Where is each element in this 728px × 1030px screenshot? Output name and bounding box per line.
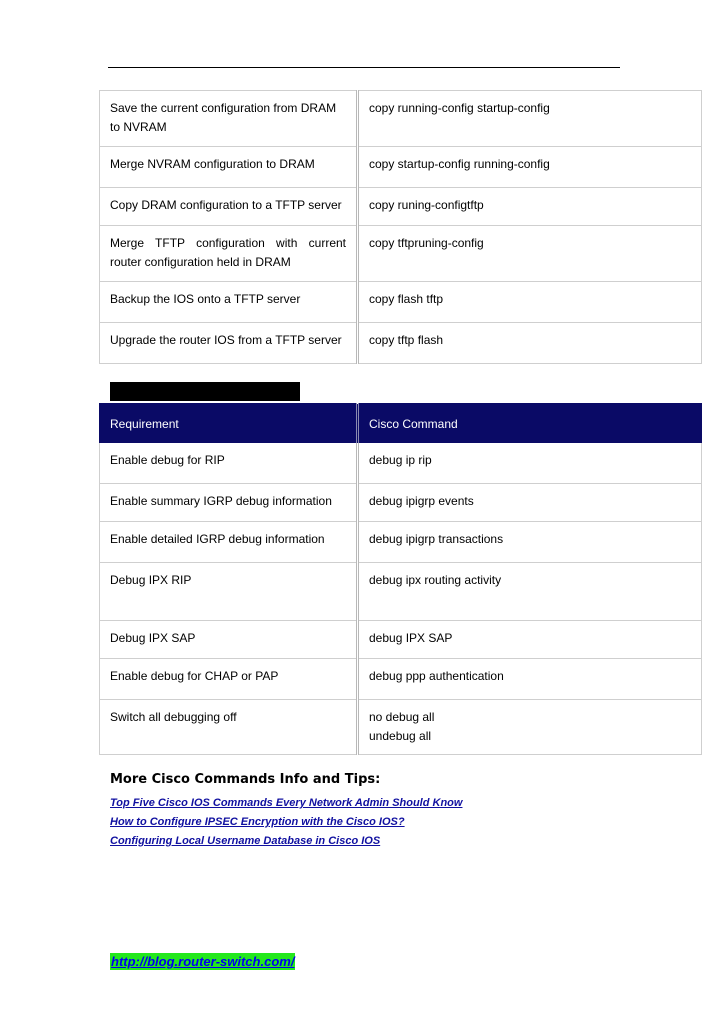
link-configure-ipsec[interactable]: How to Configure IPSEC Encryption with the Cisco IOS? [110,816,405,828]
more-commands-heading: More Cisco Commands Info and Tips: [110,772,381,787]
command-cell: copy tftp flash [358,323,702,364]
copy-commands-table [99,90,702,364]
table-row [100,226,702,282]
table-row [100,147,702,188]
requirement-cell: Enable debug for RIP [100,443,358,484]
table-row [100,323,702,364]
command-cell: debug IPX SAP [358,621,702,659]
requirement-cell: Enable debug for CHAP or PAP [100,659,358,700]
requirement-cell: Debug IPX SAP [100,621,358,659]
requirement-cell: Backup the IOS onto a TFTP server [100,282,358,323]
command-cell: copy tftpruning-config [358,226,702,282]
requirement-cell: Merge TFTP configuration with current router configuration held in DRAM [100,226,358,282]
blog-url-link[interactable]: http://blog.router-switch.com/ [111,954,295,969]
table-row [100,700,702,755]
table-row [100,659,702,700]
link-top-five-ios-commands[interactable]: Top Five Cisco IOS Commands Every Network Admin Should Know [110,797,463,809]
command-line: no debug all [369,710,435,724]
requirement-cell: Enable summary IGRP debug information [100,484,358,522]
command-cell: copy flash tftp [358,282,702,323]
table-row [100,91,702,147]
requirement-cell: Enable detailed IGRP debug information [100,522,358,563]
command-cell: debug ppp authentication [358,659,702,700]
table-row [100,282,702,323]
requirement-cell: Merge NVRAM configuration to DRAM [100,147,358,188]
requirement-cell: Upgrade the router IOS from a TFTP server [100,323,358,364]
table-row [100,443,702,484]
requirement-cell: Save the current configuration from DRAM to NVRAM [100,91,358,147]
link-local-username-database[interactable]: Configuring Local Username Database in Cisco IOS [110,835,381,847]
command-cell: copy running-config startup-config [358,91,702,147]
requirement-cell: Copy DRAM configuration to a TFTP server [100,188,358,226]
command-cell: debug ipigrp transactions [358,522,702,563]
table-row [100,484,702,522]
command-cell: debug ip rip [358,443,702,484]
table-row [100,563,702,621]
table-row [100,188,702,226]
command-column-header: Cisco Command [358,404,702,443]
related-links [110,794,462,851]
requirement-column-header: Requirement [100,404,358,443]
command-cell: copy startup-config running-config [358,147,702,188]
redacted-heading-bar [110,382,300,401]
debug-commands-table [99,403,702,755]
requirement-cell: Debug IPX RIP [100,563,358,621]
requirement-cell: Switch all debugging off [100,700,358,755]
table-row [100,522,702,563]
command-cell: debug ipx routing activity [358,563,702,621]
command-cell: copy runing-configtftp [358,188,702,226]
table-row [100,621,702,659]
command-cell: debug ipigrp events [358,484,702,522]
command-line: undebug all [369,729,432,743]
header-rule [108,67,620,68]
command-cell [358,700,702,755]
table-header-row [100,404,702,443]
